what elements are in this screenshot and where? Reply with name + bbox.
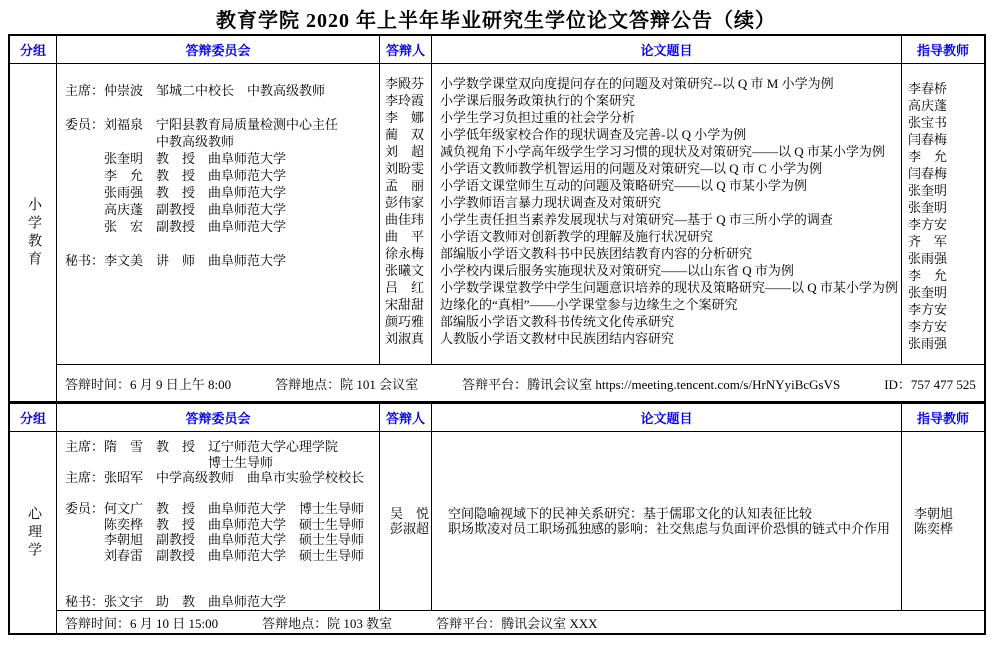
defender-name: 李殿芬 [385, 76, 425, 91]
footer-info: 答辩时间：6 月 10 日 15:00 [65, 615, 219, 631]
advisors-cell [902, 432, 984, 610]
defender-name: 张曦文 [385, 263, 425, 278]
col-header-advisor: 指导教师 [916, 43, 969, 58]
section-footer [57, 610, 984, 633]
committee-line: 李朝旭 副教授 曲阜师范大学 硕士生导师 [65, 532, 365, 547]
committee-cell [57, 432, 380, 610]
committee-line: 高庆蓬 副教授 曲阜师范大学 [65, 202, 287, 217]
committee-line: 博士生导师 [65, 454, 274, 470]
table-header-row-1 [10, 36, 984, 64]
committee-line: 陈奕桦 教 授 曲阜师范大学 硕士生导师 [65, 516, 365, 532]
advisor-name: 李春桥 [908, 81, 948, 96]
thesis-title: 小学语文课堂师生互动的问题及策略研究——以 Q 市某小学为例 [440, 178, 807, 193]
thesis-title: 小学低年级家校合作的现状调查及完善-以 Q 小学为例 [440, 127, 747, 142]
thesis-title: 职场欺凌对员工职场孤独感的影响：社交焦虑与负面评价恐惧的链式中介作用 [448, 521, 891, 536]
thesis-title: 小学生责任担当素养发展现状与对策研究—基于 Q 市三所小学的调查 [440, 212, 833, 227]
advisor-name: 李方安 [908, 302, 948, 317]
committee-line: 委员：何文广 教 授 曲阜师范大学 博士生导师 [65, 501, 365, 516]
footer-info: 答辩时间：6 月 9 日上午 8:00 [65, 376, 232, 392]
thesis-title: 部编版小学语文教科书中民族团结教育内容的分析研究 [440, 246, 753, 261]
thesis-titles-cell [432, 64, 902, 364]
thesis-title: 小学数学课堂教学中学生问题意识培养的现状及策略研究——以 Q 市某小学为例 [440, 280, 898, 295]
advisor-name: 李 允 [908, 268, 948, 283]
thesis-title: 小学生学习负担过重的社会学分析 [440, 110, 636, 125]
defender-name: 吕 红 [385, 280, 425, 295]
defender-name: 曲 平 [385, 229, 425, 244]
advisor-name: 陈奕桦 [914, 521, 954, 536]
advisor-name: 张雨强 [908, 336, 948, 351]
col-header-thesis: 论文题目 [432, 36, 902, 63]
committee-line: 中教高级教师 [65, 134, 235, 149]
committee-line [65, 486, 375, 502]
advisor-name: 李朝旭 [914, 505, 954, 521]
defense-schedule-table [8, 34, 986, 635]
col-header-advisor: 指导教师 [916, 411, 969, 426]
advisor-name: 高庆蓬 [908, 98, 948, 113]
committee-line [65, 235, 375, 252]
defender-name: 彭淑超 [390, 521, 430, 536]
thesis-title: 减负视角下小学高年级学生学习习惯的现状及对策研究——以 Q 市某小学为例 [440, 144, 885, 159]
committee-line: 主席：仲崇波 邹城二中校长 中教高级教师 [65, 83, 326, 98]
committee-line: 张 宏 副教授 曲阜师范大学 [65, 219, 287, 234]
section-primary-education [10, 64, 984, 401]
footer-info: 答辩地点：院 103 教室 [262, 615, 393, 631]
thesis-title: 边缘化的“真相”——小学课堂参与边缘生之个案研究 [440, 297, 738, 312]
col-header-committee: 答辩委员会 [57, 36, 380, 63]
page-title: 教育学院 2020 年上半年毕业研究生学位论文答辩公告（续） [216, 10, 776, 32]
committee-line: 秘书：张文宇 助 教 曲阜师范大学 [65, 594, 287, 609]
thesis-title: 小学教师语言暴力现状调查及对策研究 [440, 195, 662, 210]
section-footer [57, 364, 984, 401]
advisor-name: 闫春梅 [908, 132, 948, 147]
col-header-thesis: 论文题目 [432, 404, 902, 431]
defender-name: 蔺 双 [385, 127, 425, 142]
defender-name: 曲佳玮 [385, 212, 425, 227]
defender-name: 刘 超 [385, 144, 425, 159]
committee-line [65, 563, 375, 579]
advisor-name: 齐 军 [908, 234, 948, 249]
committee-line [65, 99, 375, 116]
advisor-name: 张雨强 [908, 251, 948, 266]
committee-line: 秘书：李文美 讲 师 曲阜师范大学 [65, 253, 287, 268]
section-body [57, 64, 984, 364]
section-psychology [10, 432, 984, 633]
thesis-title: 空间隐喻视域下的民神关系研究：基于儒耶文化的认知表征比较 [448, 505, 813, 521]
advisor-name: 张奎明 [908, 285, 948, 300]
col-header-defender: 答辩人 [380, 36, 432, 63]
footer-info: 答辩地点：院 101 会议室 [275, 376, 419, 392]
footer-info: 答辩平台：腾讯会议室 XXX [436, 615, 598, 631]
group-label: 心理学 [26, 505, 41, 560]
thesis-title: 小学课后服务政策执行的个案研究 [440, 93, 636, 108]
committee-line: 张雨强 教 授 曲阜师范大学 [65, 185, 287, 200]
defender-name: 彭伟家 [385, 195, 425, 210]
group-cell-psychology [10, 432, 57, 633]
thesis-title: 人教版小学语文教材中民族团结内容研究 [440, 331, 675, 346]
committee-line: 主席：隋 雪 教 授 辽宁师范大学心理学院 [65, 439, 339, 454]
col-header-group: 分组 [10, 36, 57, 63]
footer-info: ID：757 477 525 [884, 376, 976, 392]
section-body [57, 432, 984, 610]
advisor-name: 李方安 [908, 319, 948, 334]
thesis-title: 部编版小学语文教科书传统文化传承研究 [440, 314, 675, 329]
thesis-titles-cell [432, 432, 902, 610]
committee-line: 张奎明 教 授 曲阜师范大学 [65, 151, 287, 166]
advisor-name: 张奎明 [908, 200, 948, 215]
col-header-committee: 答辩委员会 [57, 404, 380, 431]
defender-name: 李 娜 [385, 110, 425, 125]
defenders-cell [380, 432, 432, 610]
defender-name: 吴 悦 [390, 505, 430, 521]
advisor-name: 闫春梅 [908, 166, 948, 181]
advisor-name: 李 允 [908, 149, 948, 164]
committee-line [65, 579, 375, 595]
thesis-title: 小学校内课后服务实施现状及对策研究——以山东省 Q 市为例 [440, 263, 794, 278]
group-cell-primary-education [10, 64, 57, 401]
advisor-name: 张宝书 [908, 115, 948, 130]
committee-line: 李 允 教 授 曲阜师范大学 [65, 168, 287, 183]
advisors-cell [902, 64, 984, 364]
defender-name: 徐永梅 [385, 246, 425, 261]
advisor-name: 张奎明 [908, 183, 948, 198]
defender-name: 刘盼雯 [385, 161, 425, 176]
defender-name: 宋甜甜 [385, 297, 425, 312]
defenders-cell [380, 64, 432, 364]
table-header-row-2 [10, 401, 984, 432]
thesis-title: 小学语文教师教学机智运用的问题及对策研究—以 Q 市 C 小学为例 [440, 161, 823, 176]
defender-name: 刘淑真 [385, 331, 425, 346]
defender-name: 李玲霞 [385, 93, 425, 108]
committee-line: 主席：张昭军 中学高级教师 曲阜市实验学校校长 [65, 470, 365, 485]
thesis-title: 小学数学课堂双向度提问存在的问题及对策研究--以 Q 市 M 小学为例 [440, 76, 834, 91]
committee-line: 委员：刘福泉 宁阳县教育局质量检测中心主任 [65, 117, 339, 132]
col-header-group: 分组 [10, 404, 57, 431]
defender-name: 颜巧雅 [385, 314, 425, 329]
committee-line: 刘春雷 副教授 曲阜师范大学 硕士生导师 [65, 547, 365, 563]
advisor-name: 李方安 [908, 217, 948, 232]
committee-cell [57, 64, 380, 364]
footer-info: 答辩平台：腾讯会议室 https://meeting.tencent.com/s/HrNYyiBcGsVS [462, 376, 841, 392]
thesis-title: 小学语文教师对创新教学的理解及施行状况研究 [440, 229, 714, 244]
defender-name: 孟 丽 [385, 178, 425, 193]
col-header-defender: 答辩人 [380, 404, 432, 431]
group-label: 小学教育 [26, 196, 41, 269]
